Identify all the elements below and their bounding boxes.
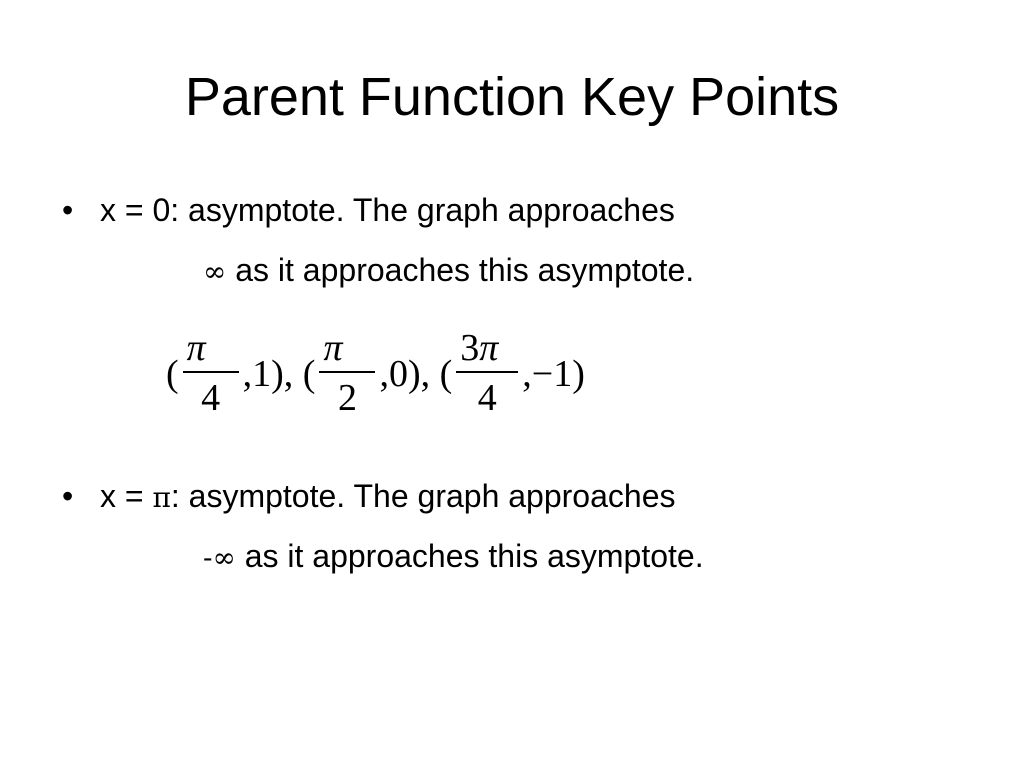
bullet-marker: • [62,192,74,228]
denominator: 2 [337,377,357,419]
denominator: 4 [477,377,497,419]
numerator [456,325,518,371]
bullet-text [100,476,675,518]
open-paren: ( [166,353,179,395]
infinity-symbol: ∞ [203,255,227,288]
slide-title: Parent Function Key Points [184,67,840,127]
pi-symbol: π [152,481,171,514]
numerator: π [323,327,343,369]
numerator-pi: π [479,327,499,369]
bullet-continuation [203,536,704,578]
key-points-equation [166,318,585,430]
fraction-pi-over-2 [319,325,375,423]
bullet-continuation [203,250,694,292]
denominator: 4 [201,377,221,419]
negative-infinity-symbol: -∞ [203,541,236,574]
point-rest: ,1), ( [242,353,316,395]
bullet-text: x = 0: asymptote. The graph approaches [100,192,675,228]
point-rest: ,−1) [522,353,585,395]
continuation-text: as it approaches this asymptote. [235,538,704,574]
fraction-pi-over-4 [183,325,239,423]
fraction-3pi-over-4 [456,325,518,423]
bullet-suffix: : asymptote. The graph approaches [170,478,676,514]
bullet-marker: • [62,478,74,514]
continuation-text: as it approaches this asymptote. [226,252,695,288]
point-rest: ,0), ( [379,353,453,395]
numerator-coefficient: 3 [460,327,480,369]
bullet-prefix: x = [100,478,153,514]
numerator: π [186,327,206,369]
